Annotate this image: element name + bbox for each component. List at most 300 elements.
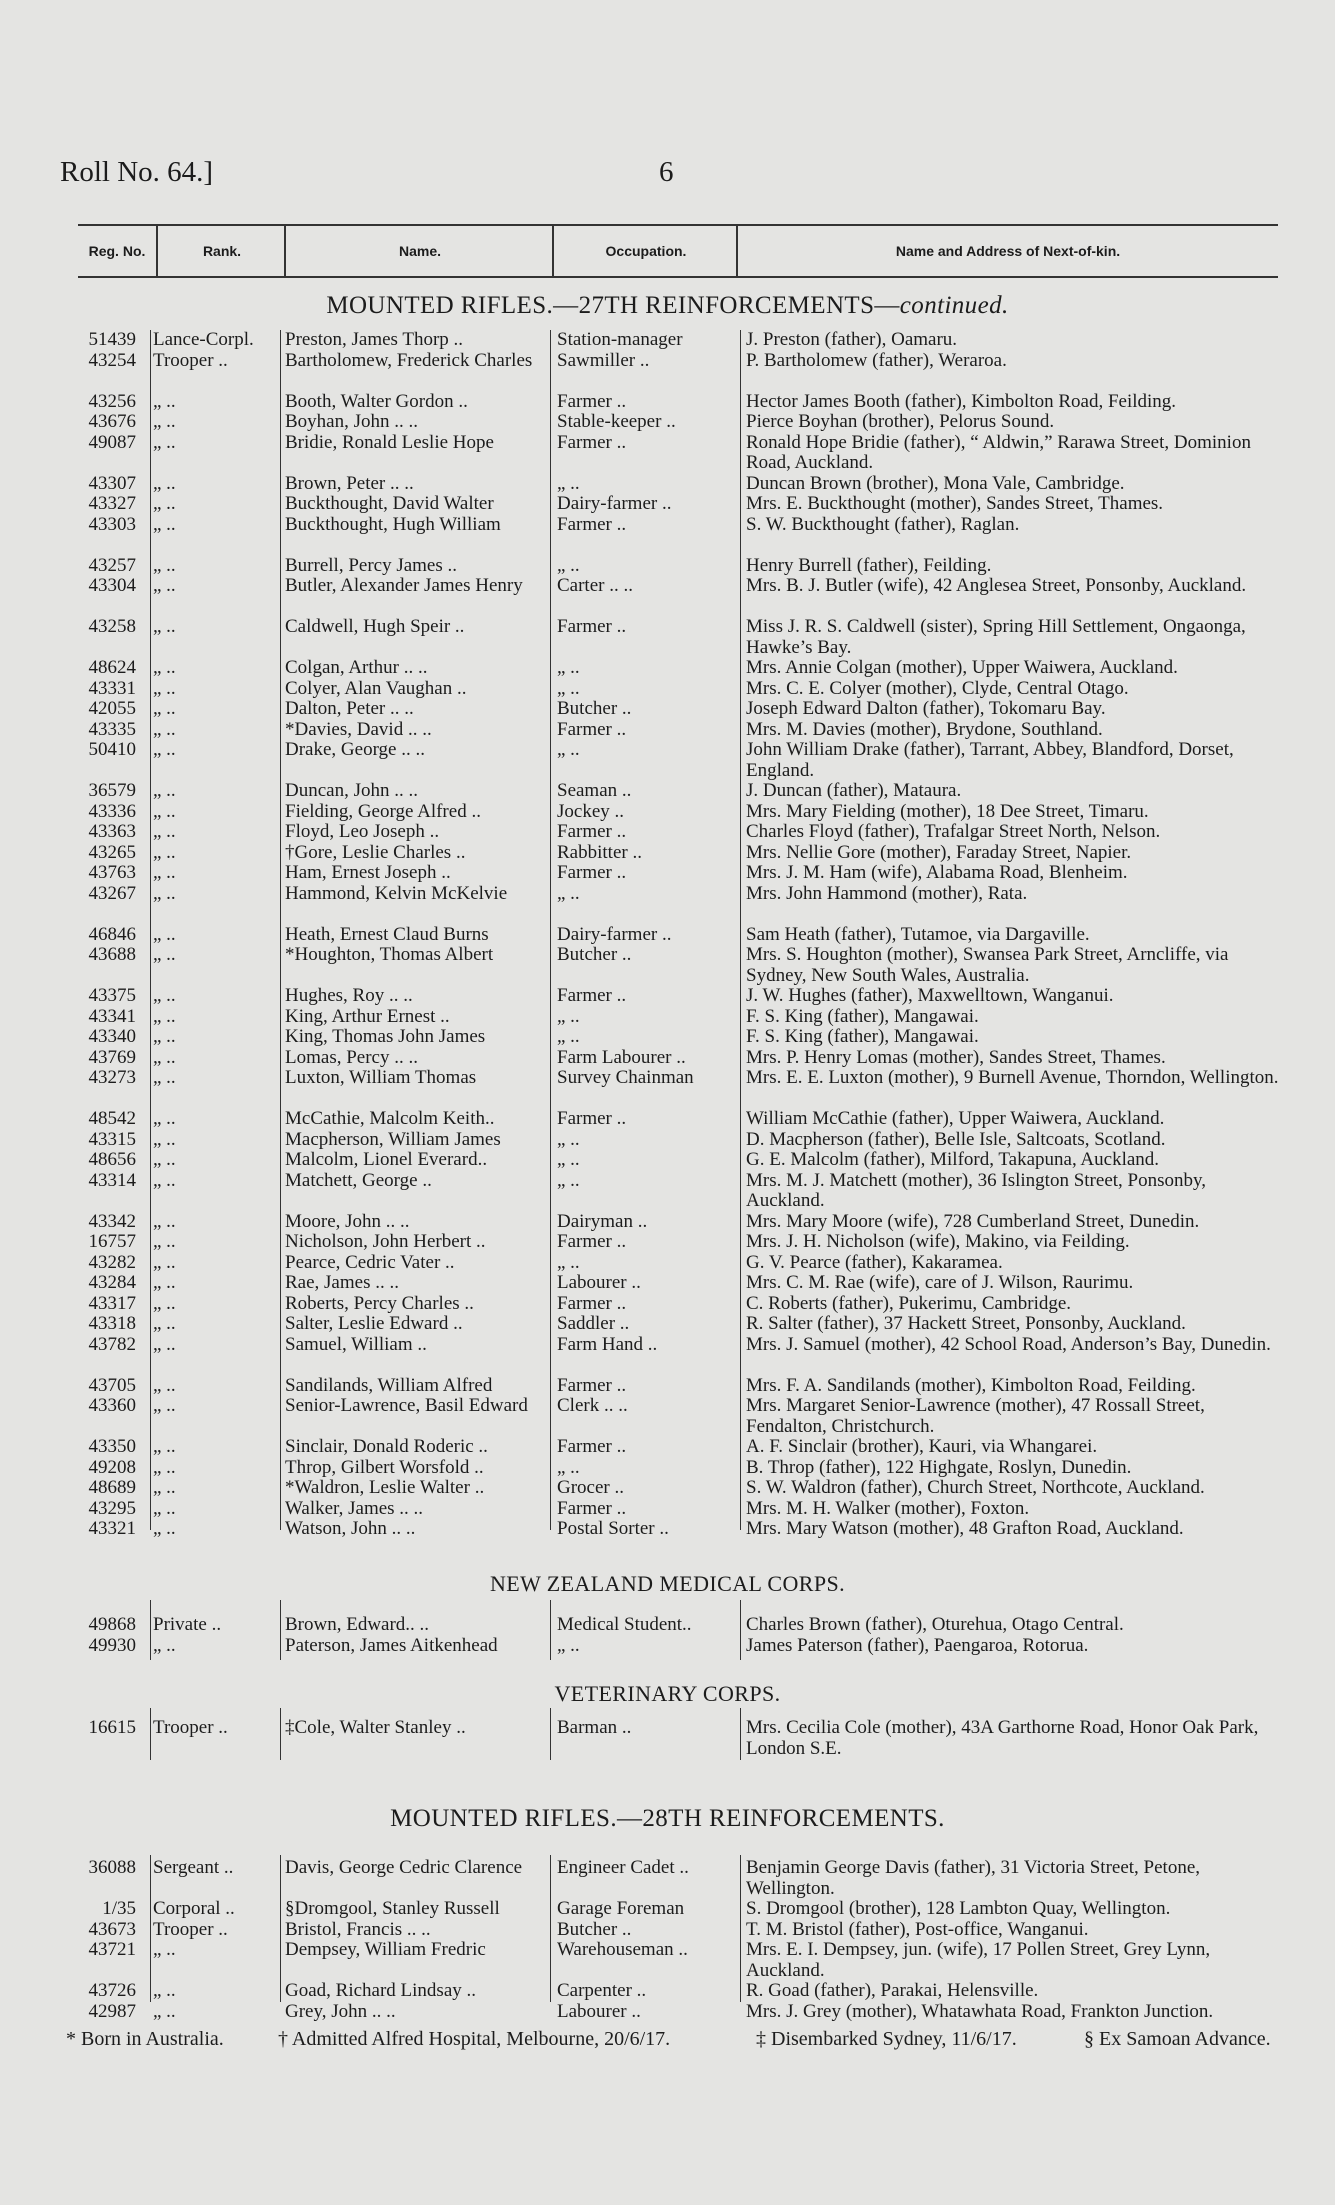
- cell-occ: Farmer ..: [557, 862, 627, 883]
- column-rule: [280, 1708, 281, 1760]
- cell-name: Nicholson, John Herbert ..: [285, 1231, 486, 1252]
- cell-rank: Private ..: [153, 1614, 222, 1635]
- cell-rank: „ ..: [153, 698, 176, 719]
- cell-kin: Mrs. E. I. Dempsey, jun. (wife), 17 Pollen Street, Grey Lynn, Auckland.: [746, 1939, 1211, 1981]
- cell-rank: „ ..: [153, 1477, 176, 1498]
- cell-reg: 43673: [88, 1918, 136, 1940]
- cell-occ: Butcher ..: [557, 698, 632, 719]
- cell-rank: „ ..: [153, 1108, 176, 1129]
- cell-occ: Seaman ..: [557, 780, 632, 801]
- cell-name: Macpherson, William James: [285, 1128, 501, 1150]
- cell-name: Bartholomew, Frederick Charles: [285, 349, 533, 371]
- cell-kin: A. F. Sinclair (brother), Kauri, via Whangarei.: [746, 1436, 1098, 1457]
- cell-reg: 43342: [88, 1210, 136, 1232]
- cell-rank: „ ..: [153, 1272, 176, 1293]
- cell-kin: P. Bartholomew (father), Weraroa.: [746, 349, 1007, 371]
- cell-rank: „ ..: [153, 944, 176, 965]
- cell-rank: „ ..: [153, 554, 176, 576]
- cell-rank: „ ..: [153, 493, 176, 514]
- cell-kin: J. Preston (father), Oamaru.: [746, 329, 958, 350]
- cell-kin: Duncan Brown (brother), Mona Vale, Cambridge.: [746, 472, 1125, 494]
- cell-name: Bridie, Ronald Leslie Hope: [285, 431, 494, 453]
- cell-name: §Dromgool, Stanley Russell: [285, 1898, 500, 1919]
- cell-name: Salter, Leslie Edward ..: [285, 1313, 463, 1334]
- page-number: 6: [659, 156, 674, 188]
- cell-kin: William McCathie (father), Upper Waiwera, Auckland.: [746, 1108, 1165, 1129]
- cell-name: Malcolm, Lionel Everard..: [285, 1149, 488, 1170]
- cell-rank: „ ..: [153, 390, 176, 412]
- cell-reg: 43721: [88, 1939, 136, 1960]
- cell-rank: „ ..: [153, 575, 176, 596]
- cell-reg: 51439: [88, 329, 136, 350]
- cell-rank: „ ..: [153, 1046, 176, 1068]
- cell-rank: „ ..: [153, 1980, 176, 2001]
- cell-reg: 43705: [88, 1374, 136, 1396]
- cell-rank: Trooper ..: [153, 1918, 228, 1940]
- cell-rank: „ ..: [153, 1169, 176, 1191]
- cell-reg: 43340: [88, 1026, 136, 1047]
- cell-rank: „ ..: [153, 1231, 176, 1252]
- footnote-born-australia: * Born in Australia.: [66, 2028, 224, 2050]
- cell-rank: Lance-Corpl.: [153, 329, 254, 350]
- cell-occ: Warehouseman ..: [557, 1939, 688, 1960]
- cell-reg: 43295: [88, 1497, 136, 1519]
- cell-occ: Butcher ..: [557, 944, 632, 965]
- cell-name: Throp, Gilbert Worsfold ..: [285, 1456, 484, 1478]
- cell-rank: „ ..: [153, 1149, 176, 1170]
- cell-occ: „ ..: [557, 554, 580, 576]
- cell-name: Roberts, Percy Charles ..: [285, 1292, 474, 1314]
- cell-kin: F. S. King (father), Mangawai.: [746, 1026, 979, 1047]
- cell-name: King, Arthur Ernest ..: [285, 1005, 450, 1027]
- cell-occ: „ ..: [557, 677, 580, 699]
- cell-kin: Mrs. Cecilia Cole (mother), 43A Garthorne Road, Honor Oak Park, London S.E.: [746, 1717, 1259, 1759]
- cell-reg: 43304: [88, 575, 136, 596]
- cell-reg: 42055: [88, 698, 136, 719]
- cell-rank: „ ..: [153, 739, 176, 760]
- cell-kin: Mrs. E. E. Luxton (mother), 9 Burnell Avenue, Thorndon, Wellington.: [746, 1067, 1279, 1088]
- cell-kin: Miss J. R. S. Caldwell (sister), Spring Hill Settlement, Ongaonga, Hawke’s Bay.: [746, 616, 1246, 658]
- column-header-reg: Reg. No.: [88, 243, 146, 259]
- cell-occ: Farm Hand ..: [557, 1333, 658, 1355]
- cell-name: Booth, Walter Gordon ..: [285, 390, 468, 412]
- cell-rank: „ ..: [153, 1251, 176, 1273]
- cell-kin: Mrs. M. H. Walker (mother), Foxton.: [746, 1497, 1030, 1519]
- cell-name: Buckthought, David Walter: [285, 493, 494, 514]
- cell-reg: 36088: [88, 1857, 136, 1878]
- cell-reg: 36579: [88, 780, 136, 801]
- cell-kin: Mrs. P. Henry Lomas (mother), Sandes Street, Thames.: [746, 1046, 1166, 1068]
- cell-rank: „ ..: [153, 677, 176, 699]
- cell-name: Burrell, Percy James ..: [285, 554, 458, 576]
- cell-name: Grey, John .. ..: [285, 2000, 396, 2022]
- cell-kin: Mrs. J. H. Nicholson (wife), Makino, via Feilding.: [746, 1231, 1130, 1252]
- cell-occ: „ ..: [557, 1251, 580, 1273]
- cell-kin: Hector James Booth (father), Kimbolton Road, Feilding.: [746, 390, 1177, 412]
- cell-kin: Mrs. Margaret Senior-Lawrence (mother), 47 Rossall Street, Fendalton, Christchurch.: [746, 1395, 1205, 1437]
- cell-occ: Garage Foreman: [557, 1898, 685, 1919]
- cell-kin: Mrs. Mary Moore (wife), 728 Cumberland Street, Dunedin.: [746, 1210, 1200, 1232]
- column-rule: [550, 1855, 551, 2002]
- cell-reg: 46846: [88, 923, 136, 945]
- cell-rank: „ ..: [153, 1497, 176, 1519]
- cell-kin: Mrs. C. E. Colyer (mother), Clyde, Central Otago.: [746, 677, 1129, 699]
- cell-name: Goad, Richard Lindsay ..: [285, 1980, 477, 2001]
- cell-kin: C. Roberts (father), Pukerimu, Cambridge.: [746, 1292, 1072, 1314]
- cell-kin: Mrs. John Hammond (mother), Rata.: [746, 882, 1028, 904]
- cell-name: Brown, Peter .. ..: [285, 472, 414, 494]
- cell-reg: 42987: [88, 2000, 136, 2022]
- cell-occ: Engineer Cadet ..: [557, 1857, 689, 1878]
- section-continued-label: continued.: [899, 292, 1009, 319]
- cell-reg: 48689: [88, 1477, 136, 1498]
- cell-kin: Mrs. B. J. Butler (wife), 42 Anglesea Street, Ponsonby, Auckland.: [746, 575, 1247, 596]
- cell-kin: Mrs. J. Grey (mother), Whatawhata Road, Frankton Junction.: [746, 2000, 1214, 2022]
- cell-kin: S. W. Buckthought (father), Raglan.: [746, 513, 1020, 535]
- cell-reg: 43258: [88, 616, 136, 637]
- cell-rank: „ ..: [153, 718, 176, 740]
- cell-reg: 43688: [88, 944, 136, 965]
- cell-name: Dempsey, William Fredric: [285, 1939, 486, 1960]
- cell-kin: B. Throp (father), 122 Highgate, Roslyn, Dunedin.: [746, 1456, 1132, 1478]
- cell-occ: Farmer ..: [557, 616, 627, 637]
- cell-occ: Stable-keeper ..: [557, 411, 676, 432]
- cell-occ: „ ..: [557, 882, 580, 904]
- cell-reg: 43284: [88, 1272, 136, 1293]
- column-header-rank: Rank.: [156, 226, 286, 276]
- cell-kin: Mrs. Mary Watson (mother), 48 Grafton Road, Auckland.: [746, 1518, 1184, 1539]
- cell-rank: „ ..: [153, 780, 176, 801]
- cell-name: Bristol, Francis .. ..: [285, 1918, 431, 1940]
- cell-rank: „ ..: [153, 821, 176, 842]
- cell-occ: Labourer ..: [557, 1272, 641, 1293]
- cell-reg: 43363: [88, 821, 136, 842]
- cell-rank: „ ..: [153, 616, 176, 637]
- cell-name: Lomas, Percy .. ..: [285, 1046, 418, 1068]
- cell-kin: Benjamin George Davis (father), 31 Victoria Street, Petone, Wellington.: [746, 1857, 1201, 1899]
- cell-rank: Sergeant ..: [153, 1857, 234, 1878]
- cell-occ: Farmer ..: [557, 1231, 627, 1252]
- cell-reg: 43273: [88, 1067, 136, 1088]
- cell-rank: „ ..: [153, 1518, 176, 1539]
- cell-name: *Waldron, Leslie Walter ..: [285, 1477, 485, 1498]
- cell-kin: Mrs. J. Samuel (mother), 42 School Road, Anderson’s Bay, Dunedin.: [746, 1333, 1271, 1355]
- section-title-27th-reinforcements: [0, 292, 1335, 320]
- cell-rank: „ ..: [153, 985, 176, 1006]
- cell-rank: „ ..: [153, 513, 176, 535]
- cell-name: Boyhan, John .. ..: [285, 411, 418, 432]
- cell-reg: 43335: [88, 718, 136, 740]
- column-rule: [550, 1600, 551, 1660]
- cell-reg: 50410: [88, 739, 136, 760]
- column-rule: [740, 330, 741, 1530]
- section-title-text: MOUNTED RIFLES.—27TH REINFORCEMENTS—: [326, 292, 900, 319]
- column-headers: [78, 224, 1278, 278]
- cell-reg: 43726: [88, 1980, 136, 2001]
- cell-kin: James Paterson (father), Paengaroa, Rotorua.: [746, 1634, 1089, 1656]
- cell-rank: „ ..: [153, 472, 176, 494]
- cell-occ: Sawmiller ..: [557, 349, 650, 371]
- cell-reg: 43314: [88, 1169, 136, 1191]
- cell-reg: 43265: [88, 841, 136, 863]
- cell-reg: 43350: [88, 1436, 136, 1457]
- cell-rank: „ ..: [153, 1333, 176, 1355]
- cell-rank: „ ..: [153, 882, 176, 904]
- cell-reg: 43267: [88, 882, 136, 904]
- cell-occ: Carpenter ..: [557, 1980, 647, 2001]
- cell-occ: „ ..: [557, 1169, 580, 1191]
- cell-rank: Corporal ..: [153, 1898, 235, 1919]
- cell-kin: Sam Heath (father), Tutamoe, via Dargaville.: [746, 923, 1090, 945]
- cell-name: Butler, Alexander James Henry: [285, 575, 523, 596]
- cell-name: *Davies, David .. ..: [285, 718, 432, 740]
- cell-occ: Station-manager: [557, 329, 683, 350]
- roll-number: Roll No. 64.]: [60, 156, 214, 188]
- cell-name: Paterson, James Aitkenhead: [285, 1634, 498, 1656]
- cell-name: Floyd, Leo Joseph ..: [285, 821, 440, 842]
- footnote-disembarked-sydney: ‡ Disembarked Sydney, 11/6/17.: [756, 2028, 1017, 2050]
- cell-reg: 48624: [88, 657, 136, 678]
- cell-rank: „ ..: [153, 923, 176, 945]
- cell-name: Pearce, Cedric Vater ..: [285, 1251, 455, 1273]
- cell-occ: Butcher ..: [557, 1918, 632, 1940]
- section-title-28th-reinforcements: MOUNTED RIFLES.—28TH REINFORCEMENTS.: [390, 1805, 945, 1832]
- cell-name: Brown, Edward.. ..: [285, 1614, 430, 1635]
- cell-occ: „ ..: [557, 657, 580, 678]
- cell-kin: S. W. Waldron (father), Church Street, Northcote, Auckland.: [746, 1477, 1205, 1498]
- cell-reg: 43336: [88, 800, 136, 822]
- cell-rank: „ ..: [153, 1067, 176, 1088]
- cell-name: Fielding, George Alfred ..: [285, 800, 481, 822]
- cell-rank: „ ..: [153, 1395, 176, 1416]
- cell-reg: 49208: [88, 1456, 136, 1478]
- cell-rank: „ ..: [153, 2000, 176, 2022]
- cell-occ: Farmer ..: [557, 985, 627, 1006]
- cell-occ: „ ..: [557, 1456, 580, 1478]
- column-rule: [150, 1600, 151, 1660]
- cell-name: Hughes, Roy .. ..: [285, 985, 413, 1006]
- cell-reg: 43331: [88, 677, 136, 699]
- cell-name: Caldwell, Hugh Speir ..: [285, 616, 465, 637]
- cell-rank: „ ..: [153, 862, 176, 883]
- cell-occ: Farmer ..: [557, 1108, 627, 1129]
- cell-name: Senior-Lawrence, Basil Edward: [285, 1395, 528, 1416]
- cell-rank: „ ..: [153, 841, 176, 863]
- cell-reg: 48656: [88, 1149, 136, 1170]
- footnotes: [66, 2028, 1291, 2054]
- column-header-next-of-kin: Name and Address of Next-of-kin.: [736, 226, 1278, 276]
- column-rule: [280, 1855, 281, 2002]
- cell-reg: 43303: [88, 513, 136, 535]
- cell-reg: 43327: [88, 493, 136, 514]
- cell-rank: Trooper ..: [153, 349, 228, 371]
- column-rule: [550, 1708, 551, 1760]
- cell-reg: 49087: [88, 431, 136, 453]
- cell-name: Watson, John .. ..: [285, 1518, 416, 1539]
- cell-kin: R. Goad (father), Parakai, Helensville.: [746, 1980, 1039, 2001]
- cell-occ: Farmer ..: [557, 1374, 627, 1396]
- cell-kin: Mrs. Annie Colgan (mother), Upper Waiwera, Auckland.: [746, 657, 1178, 678]
- cell-name: Samuel, William ..: [285, 1333, 427, 1355]
- cell-name: Rae, James .. ..: [285, 1272, 399, 1293]
- cell-reg: 43254: [88, 349, 136, 371]
- cell-reg: 1/35: [102, 1898, 136, 1919]
- cell-occ: Labourer ..: [557, 2000, 641, 2022]
- cell-name: Heath, Ernest Claud Burns: [285, 923, 489, 945]
- cell-occ: Dairyman ..: [557, 1210, 648, 1232]
- cell-kin: F. S. King (father), Mangawai.: [746, 1005, 979, 1027]
- column-rule: [280, 330, 281, 1530]
- cell-name: Davis, George Cedric Clarence: [285, 1857, 523, 1878]
- cell-rank: „ ..: [153, 1026, 176, 1047]
- cell-kin: S. Dromgool (brother), 128 Lambton Quay, Wellington.: [746, 1898, 1171, 1919]
- cell-reg: 16615: [88, 1717, 136, 1738]
- cell-occ: „ ..: [557, 1634, 580, 1656]
- footnote-alfred-hospital: † Admitted Alfred Hospital, Melbourne, 20/6/17.: [278, 2028, 671, 2050]
- cell-name: ‡Cole, Walter Stanley ..: [285, 1717, 466, 1738]
- cell-reg: 43341: [88, 1005, 136, 1027]
- cell-occ: Farmer ..: [557, 821, 627, 842]
- cell-name: Dalton, Peter .. ..: [285, 698, 414, 719]
- cell-occ: Clerk .. ..: [557, 1395, 628, 1416]
- cell-occ: Barman ..: [557, 1717, 632, 1738]
- cell-kin: J. Duncan (father), Mataura.: [746, 780, 962, 801]
- cell-kin: T. M. Bristol (father), Post-office, Wanganui.: [746, 1918, 1089, 1940]
- cell-name: Ham, Ernest Joseph ..: [285, 862, 451, 883]
- cell-occ: Farmer ..: [557, 390, 627, 412]
- cell-name: King, Thomas John James: [285, 1026, 486, 1047]
- column-rule: [740, 1600, 741, 1660]
- cell-rank: Trooper ..: [153, 1717, 228, 1738]
- cell-occ: Farmer ..: [557, 1497, 627, 1519]
- cell-occ: Grocer ..: [557, 1477, 624, 1498]
- cell-name: Duncan, John .. ..: [285, 780, 418, 801]
- cell-kin: Mrs. E. Buckthought (mother), Sandes Street, Thames.: [746, 493, 1164, 514]
- cell-kin: John William Drake (father), Tarrant, Abbey, Blandford, Dorset, England.: [746, 739, 1234, 781]
- cell-name: Moore, John .. ..: [285, 1210, 410, 1232]
- cell-occ: „ ..: [557, 1026, 580, 1047]
- cell-kin: D. Macpherson (father), Belle Isle, Saltcoats, Scotland.: [746, 1128, 1166, 1150]
- cell-kin: R. Salter (father), 37 Hackett Street, Ponsonby, Auckland.: [746, 1313, 1186, 1334]
- cell-name: Sandilands, William Alfred: [285, 1374, 493, 1396]
- cell-reg: 43318: [88, 1313, 136, 1334]
- column-rule: [280, 1600, 281, 1660]
- cell-reg: 43360: [88, 1395, 136, 1416]
- cell-occ: Postal Sorter ..: [557, 1518, 669, 1539]
- column-rule: [550, 330, 551, 1530]
- cell-rank: „ ..: [153, 1436, 176, 1457]
- cell-occ: Rabbitter ..: [557, 841, 642, 863]
- cell-reg: 43321: [88, 1518, 136, 1539]
- cell-reg: 43769: [88, 1046, 136, 1068]
- cell-kin: Ronald Hope Bridie (father), “ Aldwin,” Rarawa Street, Dominion Road, Auckland.: [746, 431, 1251, 473]
- cell-name: Colgan, Arthur .. ..: [285, 657, 428, 678]
- cell-kin: Mrs. C. M. Rae (wife), care of J. Wilson, Raurimu.: [746, 1272, 1134, 1293]
- cell-reg: 43307: [88, 472, 136, 494]
- cell-occ: „ ..: [557, 739, 580, 760]
- cell-reg: 43375: [88, 985, 136, 1006]
- cell-name: Matchett, George ..: [285, 1169, 432, 1191]
- cell-occ: Dairy-farmer ..: [557, 923, 672, 945]
- cell-occ: Medical Student..: [557, 1614, 692, 1635]
- cell-rank: „ ..: [153, 1939, 176, 1960]
- cell-occ: „ ..: [557, 1149, 580, 1170]
- footnote-samoan-advance: § Ex Samoan Advance.: [1084, 2028, 1271, 2050]
- cell-kin: Mrs. S. Houghton (mother), Swansea Park Street, Arncliffe, via Sydney, New South Wales, Australia.: [746, 944, 1229, 986]
- cell-occ: Farmer ..: [557, 1292, 627, 1314]
- cell-rank: „ ..: [153, 1128, 176, 1150]
- cell-rank: „ ..: [153, 1210, 176, 1232]
- cell-occ: Farmer ..: [557, 1436, 627, 1457]
- cell-reg: 43317: [88, 1292, 136, 1314]
- cell-occ: Carter .. ..: [557, 575, 633, 596]
- cell-kin: Mrs. Mary Fielding (mother), 18 Dee Street, Timaru.: [746, 800, 1149, 822]
- cell-kin: Mrs. M. Davies (mother), Brydone, Southland.: [746, 718, 1103, 740]
- cell-reg: 16757: [88, 1231, 136, 1252]
- cell-name: Sinclair, Donald Roderic ..: [285, 1436, 488, 1457]
- column-rule: [150, 1708, 151, 1760]
- cell-occ: Farmer ..: [557, 431, 627, 453]
- cell-reg: 49930: [88, 1634, 136, 1656]
- cell-name: Preston, James Thorp ..: [285, 329, 464, 350]
- cell-occ: „ ..: [557, 472, 580, 494]
- cell-rank: „ ..: [153, 1634, 176, 1656]
- cell-kin: G. V. Pearce (father), Kakaramea.: [746, 1251, 1003, 1273]
- cell-rank: „ ..: [153, 1005, 176, 1027]
- cell-kin: Mrs. M. J. Matchett (mother), 36 Islington Street, Ponsonby, Auckland.: [746, 1169, 1207, 1211]
- cell-occ: „ ..: [557, 1005, 580, 1027]
- cell-rank: „ ..: [153, 657, 176, 678]
- cell-name: †Gore, Leslie Charles ..: [285, 841, 466, 863]
- cell-occ: Farmer ..: [557, 513, 627, 535]
- cell-occ: Farmer ..: [557, 718, 627, 740]
- cell-occ: Dairy-farmer ..: [557, 493, 672, 514]
- cell-kin: Pierce Boyhan (brother), Pelorus Sound.: [746, 411, 1055, 432]
- column-rule: [740, 1708, 741, 1760]
- cell-reg: 43676: [88, 411, 136, 432]
- cell-reg: 43282: [88, 1251, 136, 1273]
- cell-kin: G. E. Malcolm (father), Milford, Takapuna, Auckland.: [746, 1149, 1160, 1170]
- cell-rank: „ ..: [153, 1313, 176, 1334]
- cell-rank: „ ..: [153, 1456, 176, 1478]
- column-rule: [150, 330, 151, 1530]
- cell-occ: „ ..: [557, 1128, 580, 1150]
- cell-reg: 49868: [88, 1614, 136, 1635]
- cell-rank: „ ..: [153, 411, 176, 432]
- section-title-veterinary-corps: VETERINARY CORPS.: [554, 1681, 781, 1706]
- cell-reg: 43315: [88, 1128, 136, 1150]
- cell-kin: Henry Burrell (father), Feilding.: [746, 554, 992, 576]
- cell-reg: 43782: [88, 1333, 136, 1355]
- column-rule: [740, 1855, 741, 2002]
- cell-name: McCathie, Malcolm Keith..: [285, 1108, 495, 1129]
- section-title-medical-corps: NEW ZEALAND MEDICAL CORPS.: [489, 1571, 846, 1596]
- cell-kin: Mrs. Nellie Gore (mother), Faraday Street, Napier.: [746, 841, 1132, 863]
- cell-occ: Farm Labourer ..: [557, 1046, 686, 1068]
- cell-kin: Mrs. J. M. Ham (wife), Alabama Road, Blenheim.: [746, 862, 1128, 883]
- column-header-name: Name.: [284, 226, 554, 276]
- cell-reg: 43257: [88, 554, 136, 576]
- cell-name: Luxton, William Thomas: [285, 1067, 477, 1088]
- cell-occ: Jockey ..: [557, 800, 625, 822]
- cell-reg: 43256: [88, 390, 136, 412]
- cell-name: Hammond, Kelvin McKelvie: [285, 882, 508, 904]
- column-rule: [150, 1855, 151, 2002]
- cell-kin: Charles Floyd (father), Trafalgar Street North, Nelson.: [746, 821, 1161, 842]
- cell-kin: Mrs. F. A. Sandilands (mother), Kimbolton Road, Feilding.: [746, 1374, 1196, 1396]
- cell-rank: „ ..: [153, 800, 176, 822]
- cell-rank: „ ..: [153, 1292, 176, 1314]
